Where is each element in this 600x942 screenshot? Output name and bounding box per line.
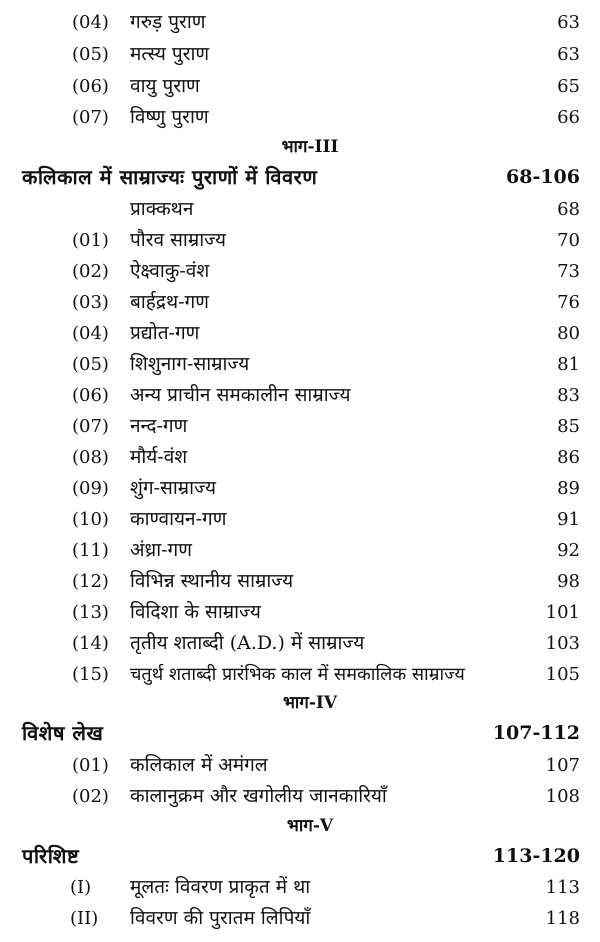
entry-title: नन्द-गण bbox=[130, 415, 188, 437]
entry-title: शुंग-साम्राज्य bbox=[130, 477, 216, 499]
section-heading bbox=[0, 717, 600, 749]
entry-number: (05) bbox=[72, 44, 109, 65]
entry-number: (01) bbox=[72, 230, 109, 251]
toc-entry bbox=[0, 71, 600, 102]
toc-entry bbox=[0, 903, 600, 934]
entry-title: तृतीय शताब्दी (A.D.) में साम्राज्य bbox=[130, 632, 365, 654]
entry-title: विष्णु पुराण bbox=[130, 106, 209, 128]
part-heading: भाग-IV bbox=[282, 693, 338, 713]
toc-entry bbox=[0, 597, 600, 628]
entry-page: 73 bbox=[557, 261, 580, 282]
entry-page: 83 bbox=[557, 385, 580, 406]
entry-page: 91 bbox=[557, 509, 580, 530]
toc-entry bbox=[0, 380, 600, 411]
entry-number: (04) bbox=[72, 323, 109, 344]
toc-entry bbox=[0, 225, 600, 256]
entry-number: (10) bbox=[72, 509, 109, 530]
section-page-range: 107-112 bbox=[492, 722, 580, 744]
entry-page: 103 bbox=[545, 633, 580, 654]
entry-number: (II) bbox=[70, 908, 99, 929]
entry-number: (01) bbox=[72, 755, 109, 776]
entry-number: (15) bbox=[72, 664, 109, 685]
entry-page: 76 bbox=[557, 292, 580, 313]
entry-page: 101 bbox=[545, 602, 580, 623]
entry-number: (07) bbox=[72, 107, 109, 128]
entry-number: (08) bbox=[72, 447, 109, 468]
toc-entry bbox=[0, 473, 600, 504]
entry-title: मूलतः विवरण प्राकृत में था bbox=[130, 876, 311, 898]
entry-page: 65 bbox=[557, 76, 580, 97]
entry-page: 70 bbox=[557, 230, 580, 251]
toc-entry bbox=[0, 442, 600, 473]
entry-number: (09) bbox=[72, 478, 109, 499]
toc-entry bbox=[0, 7, 600, 38]
section-heading bbox=[0, 840, 600, 872]
entry-title: अन्य प्राचीन समकालीन साम्राज्य bbox=[130, 384, 351, 406]
toc-entry bbox=[0, 349, 600, 380]
entry-number: (06) bbox=[72, 385, 109, 406]
entry-number: (I) bbox=[70, 877, 92, 898]
entry-title: बार्हद्रथ-गण bbox=[130, 291, 209, 313]
entry-title: शिशुनाग-साम्राज्य bbox=[130, 353, 250, 375]
section-page-range: 113-120 bbox=[492, 845, 580, 867]
entry-title: कालानुक्रम और खगोलीय जानकारियाँ bbox=[130, 785, 387, 807]
part-heading: भाग-V bbox=[286, 816, 334, 836]
entry-page: 92 bbox=[557, 540, 580, 561]
entry-page: 113 bbox=[545, 877, 580, 898]
entry-number: (11) bbox=[72, 540, 109, 561]
toc-entry bbox=[0, 535, 600, 566]
entry-title: प्रद्योत-गण bbox=[130, 322, 200, 344]
section-title: कलिकाल में साम्राज्यः पुराणों में विवरण bbox=[22, 165, 318, 189]
toc-entry bbox=[0, 102, 600, 133]
part-heading: भाग-III bbox=[281, 137, 339, 157]
entry-title: वायु पुराण bbox=[130, 75, 200, 97]
toc-entry bbox=[0, 566, 600, 597]
entry-page: 105 bbox=[545, 664, 580, 685]
toc-entry bbox=[0, 750, 600, 781]
entry-page: 89 bbox=[557, 478, 580, 499]
section-heading bbox=[0, 161, 600, 193]
entry-page: 63 bbox=[557, 12, 580, 33]
entry-page: 81 bbox=[557, 354, 580, 375]
entry-page: 68 bbox=[557, 199, 580, 220]
section-title: विशेष लेख bbox=[22, 721, 104, 745]
toc-entry bbox=[0, 287, 600, 318]
toc-entry bbox=[0, 659, 600, 690]
entry-page: 98 bbox=[557, 571, 580, 592]
entry-page: 66 bbox=[557, 107, 580, 128]
entry-title: ऐक्ष्वाकु-वंश bbox=[130, 260, 210, 282]
section-title: परिशिष्ट bbox=[22, 844, 80, 868]
entry-title: मत्स्य पुराण bbox=[130, 43, 210, 65]
section-page-range: 68-106 bbox=[506, 166, 580, 188]
toc-entry bbox=[0, 781, 600, 812]
entry-title: पौरव साम्राज्य bbox=[130, 229, 227, 251]
entry-number: (12) bbox=[72, 571, 109, 592]
entry-page: 86 bbox=[557, 447, 580, 468]
entry-title: प्राक्कथन bbox=[130, 198, 194, 220]
entry-page: 107 bbox=[545, 755, 580, 776]
toc-entry bbox=[0, 628, 600, 659]
toc-entry bbox=[0, 256, 600, 287]
entry-number: (14) bbox=[72, 633, 109, 654]
entry-title: मौर्य-वंश bbox=[130, 446, 188, 468]
toc-entry bbox=[0, 194, 600, 225]
entry-title: विदिशा के साम्राज्य bbox=[130, 601, 261, 623]
toc-entry bbox=[0, 504, 600, 535]
entry-title: चतुर्थ शताब्दी प्रारंभिक काल में समकालिक साम्राज्य bbox=[130, 664, 465, 685]
entry-number: (07) bbox=[72, 416, 109, 437]
toc-entry bbox=[0, 318, 600, 349]
entry-page: 108 bbox=[545, 786, 580, 807]
entry-title: गरुड़ पुराण bbox=[130, 11, 206, 33]
entry-number: (02) bbox=[72, 261, 109, 282]
toc-entry bbox=[0, 39, 600, 70]
toc-entry bbox=[0, 872, 600, 903]
entry-number: (04) bbox=[72, 12, 109, 33]
entry-page: 118 bbox=[545, 908, 580, 929]
entry-title: कलिकाल में अमंगल bbox=[130, 754, 268, 776]
entry-title: विभिन्न स्थानीय साम्राज्य bbox=[130, 570, 294, 592]
entry-number: (05) bbox=[72, 354, 109, 375]
entry-page: 85 bbox=[557, 416, 580, 437]
entry-title: विवरण की पुरातम लिपियाँ bbox=[130, 907, 311, 929]
entry-page: 63 bbox=[557, 44, 580, 65]
toc-entry bbox=[0, 411, 600, 442]
entry-number: (13) bbox=[72, 602, 109, 623]
entry-title: अंध्रा-गण bbox=[130, 539, 192, 561]
entry-number: (02) bbox=[72, 786, 109, 807]
entry-title: काण्वायन-गण bbox=[130, 508, 227, 530]
entry-number: (06) bbox=[72, 76, 109, 97]
entry-number: (03) bbox=[72, 292, 109, 313]
entry-page: 80 bbox=[557, 323, 580, 344]
